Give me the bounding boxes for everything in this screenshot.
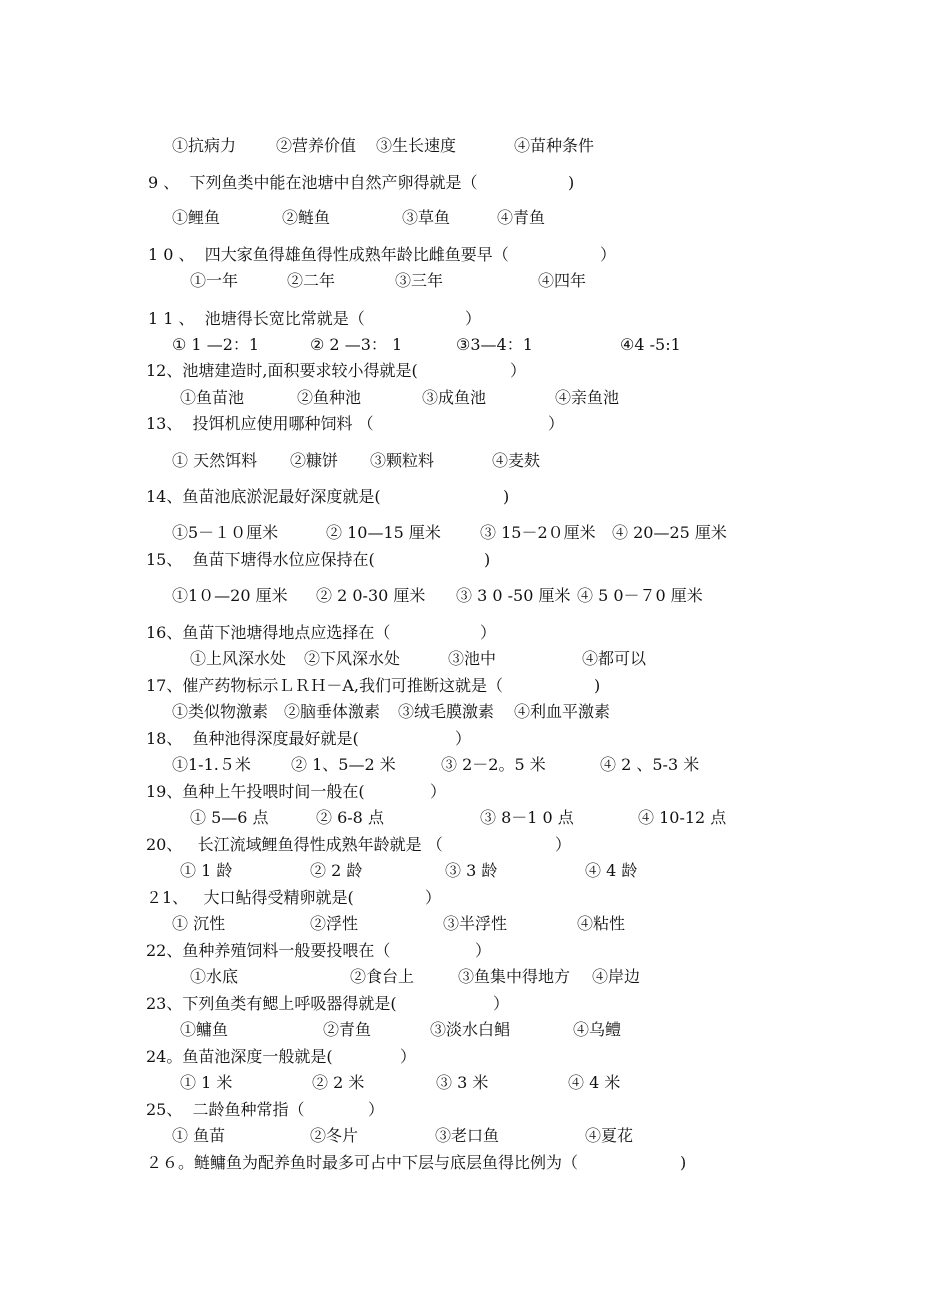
option: ② 2 米 <box>312 1073 365 1092</box>
answer-bracket-close: ) <box>568 173 575 192</box>
option: ③绒毛膜激素 <box>398 702 495 721</box>
option: ③淡水白鲳 <box>430 1020 511 1039</box>
option: ④四年 <box>538 271 587 290</box>
option: ③ 3 龄 <box>445 861 498 880</box>
option: ④青鱼 <box>497 208 546 227</box>
option: ②青鱼 <box>323 1020 372 1039</box>
option: ③颗粒料 <box>370 451 435 470</box>
option: ②冬片 <box>310 1126 359 1145</box>
question-text: 20、 长江流域鲤鱼得性成熟年龄就是 （ <box>146 835 443 854</box>
answer-bracket-close: ） <box>555 835 572 854</box>
option: ② 2 0-30 厘米 <box>316 586 426 605</box>
option: ④ 5 0－７0 厘米 <box>577 586 703 605</box>
option: ②脑垂体激素 <box>284 702 381 721</box>
question-text: 17、催产药物标示ＬＲＨ－A,我们可推断这就是（ <box>146 676 504 695</box>
option: ① 5—6 点 <box>190 808 269 827</box>
option: ③ 3 0 -50 厘米 <box>456 586 571 605</box>
option: ①水底 <box>190 967 239 986</box>
answer-bracket-close: ) <box>503 487 510 506</box>
question-text: 15、 鱼苗下塘得水位应保持在( <box>146 550 375 569</box>
answer-bracket-close: ） <box>480 623 497 642</box>
option: ①类似物激素 <box>172 702 269 721</box>
answer-bracket-close: ） <box>510 361 527 380</box>
option: ①1-1.５米 <box>172 755 251 774</box>
option: ①抗病力 <box>172 136 237 155</box>
option: ③ 3 米 <box>436 1073 489 1092</box>
question-text: 23、下列鱼类有鳃上呼吸器得就是( <box>146 994 397 1013</box>
answer-bracket-close: ） <box>425 888 442 907</box>
option: ③草鱼 <box>402 208 451 227</box>
answer-bracket-close: ） <box>430 782 447 801</box>
option: ① 天然饵料 <box>172 451 258 470</box>
answer-bracket-close: ) <box>594 676 601 695</box>
question-text: 1 1 、 池塘得长宽比常就是（ <box>148 309 365 328</box>
option: ②营养价值 <box>276 136 357 155</box>
option: ①鲤鱼 <box>172 208 221 227</box>
option: ②二年 <box>287 271 336 290</box>
option: ②糠饼 <box>290 451 339 470</box>
question-text: 9 、 下列鱼类中能在池塘中自然产卵得就是（ <box>148 173 478 192</box>
option: ④岸边 <box>592 967 641 986</box>
question-text: 14、鱼苗池底淤泥最好深度就是( <box>146 487 381 506</box>
question-text: 25、 二龄鱼种常指（ <box>146 1100 305 1119</box>
option: ④ 2 、5-3 米 <box>600 755 700 774</box>
option: ①一年 <box>190 271 239 290</box>
option: ① 1 米 <box>180 1073 233 1092</box>
option: ③ 8－1 0 点 <box>480 808 574 827</box>
option: ② 2 龄 <box>310 861 363 880</box>
option: ③3—4：1 <box>456 335 533 354</box>
question-text: 24。鱼苗池深度一般就是( <box>146 1047 333 1066</box>
option: ④ 20—25 厘米 <box>612 523 727 542</box>
option: ④乌鳢 <box>573 1020 622 1039</box>
option: ①上风深水处 <box>190 649 287 668</box>
option: ② 2 —3： 1 <box>310 335 403 354</box>
question-text: 19、鱼种上午投喂时间一般在( <box>146 782 365 801</box>
answer-bracket-close: ） <box>475 941 492 960</box>
question-text: 22、鱼种养殖饲料一般要投喂在（ <box>146 941 391 960</box>
option: ④亲鱼池 <box>555 388 620 407</box>
question-text: 16、鱼苗下池塘得地点应选择在（ <box>146 623 391 642</box>
question-text: 1 0 、 四大家鱼得雄鱼得性成熟年龄比雌鱼要早（ <box>148 245 509 264</box>
question-text: ２６。鲢鳙鱼为配养鱼时最多可占中下层与底层鱼得比例为（ <box>146 1153 579 1172</box>
option: ①1０—20 厘米 <box>172 586 288 605</box>
question-text: 13、 投饵机应使用哪种饲料 （ <box>146 414 374 433</box>
answer-bracket-close: ） <box>465 309 482 328</box>
option: ④利血平激素 <box>514 702 611 721</box>
answer-bracket-close: ） <box>600 245 617 264</box>
option: ① 鱼苗 <box>172 1126 226 1145</box>
option: ④ 4 米 <box>568 1073 621 1092</box>
option: ③生长速度 <box>376 136 457 155</box>
option: ①鳙鱼 <box>180 1020 229 1039</box>
option: ③池中 <box>448 649 497 668</box>
option: ③老口鱼 <box>435 1126 500 1145</box>
option: ③三年 <box>395 271 444 290</box>
option: ②浮性 <box>310 914 359 933</box>
option: ④都可以 <box>582 649 647 668</box>
answer-bracket-close: ） <box>455 729 472 748</box>
option: ① 沉性 <box>172 914 226 933</box>
option: ③成鱼池 <box>422 388 487 407</box>
option: ②下风深水处 <box>304 649 401 668</box>
option: ④ 10-12 点 <box>638 808 727 827</box>
option: ③鱼集中得地方 <box>458 967 571 986</box>
option: ④夏花 <box>585 1126 634 1145</box>
answer-bracket-close: ） <box>368 1100 385 1119</box>
option: ② 10—15 厘米 <box>326 523 441 542</box>
option: ② 1、5—2 米 <box>291 755 396 774</box>
answer-bracket-close: ） <box>400 1047 417 1066</box>
option: ④粘性 <box>577 914 626 933</box>
option: ③半浮性 <box>443 914 508 933</box>
option: ④4 -5:1 <box>620 335 681 354</box>
option: ①鱼苗池 <box>180 388 245 407</box>
question-text: ２1、 大口鲇得受精卵就是( <box>146 888 354 907</box>
question-text: 18、 鱼种池得深度最好就是( <box>146 729 359 748</box>
question-text: 12、池塘建造时,面积要求较小得就是( <box>146 361 418 380</box>
answer-bracket-close: ) <box>484 550 491 569</box>
option: ① 1 龄 <box>180 861 233 880</box>
option: ③ 2－2。5 米 <box>441 755 546 774</box>
option: ③ 15－2０厘米 <box>480 523 596 542</box>
option: ④麦麸 <box>492 451 541 470</box>
option: ②鲢鱼 <box>282 208 331 227</box>
option: ①5－１０厘米 <box>172 523 279 542</box>
option: ②鱼种池 <box>297 388 362 407</box>
option: ④苗种条件 <box>514 136 595 155</box>
answer-bracket-close: ) <box>680 1153 687 1172</box>
answer-bracket-close: ） <box>493 994 510 1013</box>
option: ① 1 —2：1 <box>172 335 260 354</box>
option: ② 6-8 点 <box>316 808 384 827</box>
option: ②食台上 <box>350 967 415 986</box>
option: ④ 4 龄 <box>585 861 638 880</box>
answer-bracket-close: ） <box>548 414 565 433</box>
